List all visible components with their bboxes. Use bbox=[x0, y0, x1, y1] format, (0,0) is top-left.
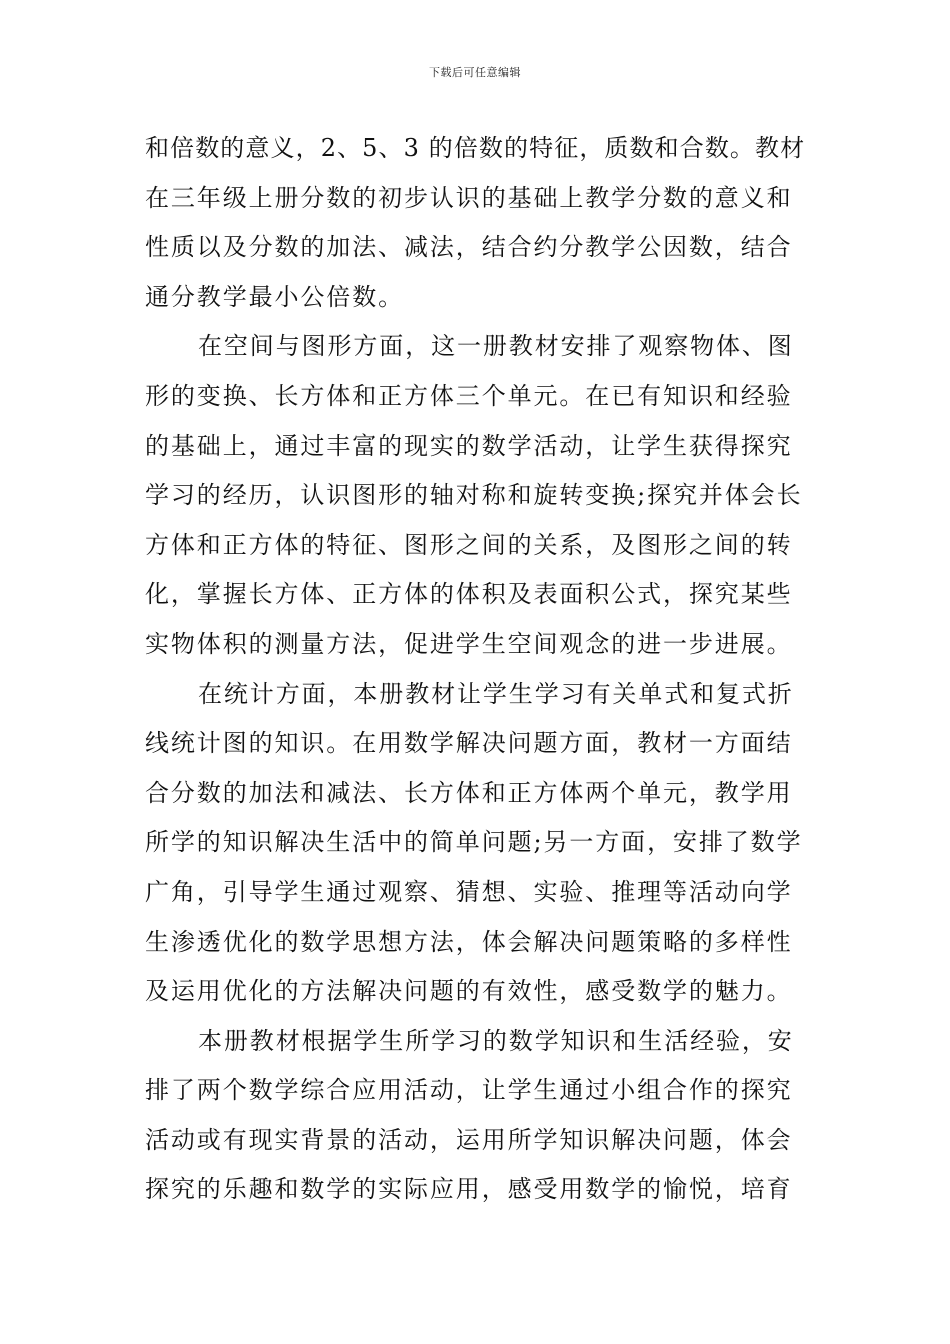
text-line: 广角，引导学生通过观察、猜想、实验、推理等活动向学 bbox=[145, 877, 793, 906]
text-line: 生渗透优化的数学思想方法，体会解决问题策略的多样性 bbox=[145, 927, 793, 956]
text-line: 活动或有现实背景的活动，运用所学知识解决问题，体会 bbox=[145, 1125, 793, 1154]
text-line: 在三年级上册分数的初步认识的基础上教学分数的意义和 bbox=[145, 183, 793, 212]
text-line: 实物体积的测量方法，促进学生空间观念的进一步进展。 bbox=[145, 629, 793, 658]
page-header: 下载后可任意编辑 bbox=[429, 66, 521, 79]
text-line: 方体和正方体的特征、图形之间的关系，及图形之间的转 bbox=[145, 530, 793, 559]
body-text bbox=[145, 124, 805, 1215]
text-line: 探究的乐趣和数学的实际应用，感受用数学的愉悦，培育 bbox=[145, 1175, 793, 1204]
text-line: 性质以及分数的加法、减法，结合约分教学公因数，结合 bbox=[145, 233, 793, 262]
text-line: 形的变换、长方体和正方体三个单元。在已有知识和经验 bbox=[145, 381, 793, 410]
text-line: 合分数的加法和减法、长方体和正方体两个单元，教学用 bbox=[145, 778, 793, 807]
text-line: 通分教学最小公倍数。 bbox=[145, 282, 404, 311]
paragraph-first-line: 本册教材根据学生所学习的数学知识和生活经验，安 bbox=[198, 1026, 794, 1055]
text-line: 学习的经历，认识图形的轴对称和旋转变换;探究并体会长 bbox=[145, 481, 803, 510]
text-line: 化，掌握长方体、正方体的体积及表面积公式，探究某些 bbox=[145, 580, 793, 609]
text-line: 的基础上，通过丰富的现实的数学活动，让学生获得探究 bbox=[145, 431, 793, 460]
text-line: 和倍数的意义，2、5、3 的倍数的特征，质数和合数。教材 bbox=[145, 134, 806, 162]
text-line: 排了两个数学综合应用活动，让学生通过小组合作的探究 bbox=[145, 1076, 793, 1105]
paragraph-first-line: 在统计方面，本册教材让学生学习有关单式和复式折 bbox=[198, 679, 794, 708]
paragraph-first-line: 在空间与图形方面，这一册教材安排了观察物体、图 bbox=[198, 332, 794, 361]
text-line: 所学的知识解决生活中的简单问题;另一方面，安排了数学 bbox=[145, 828, 803, 857]
text-line: 线统计图的知识。在用数学解决问题方面，教材一方面结 bbox=[145, 729, 793, 758]
text-line: 及运用优化的方法解决问题的有效性，感受数学的魅力。 bbox=[145, 977, 793, 1006]
